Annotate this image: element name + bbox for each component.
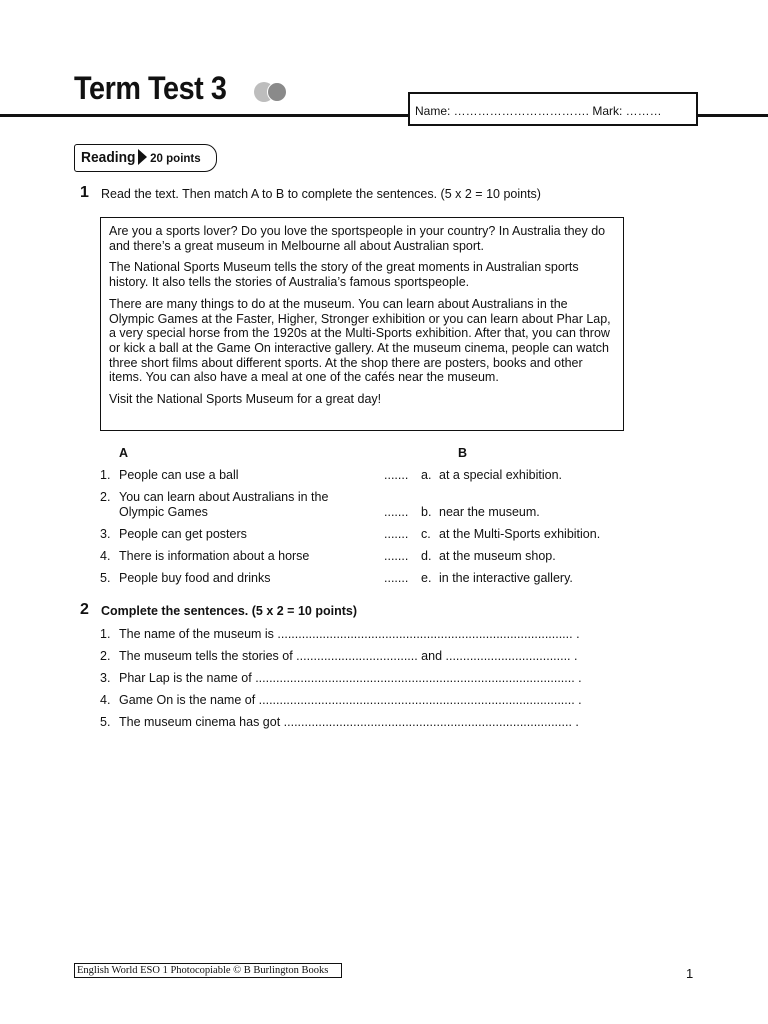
- row-a-text: People can use a ball: [119, 468, 239, 482]
- row-letter: a.: [421, 468, 432, 482]
- section-tab: [74, 144, 217, 172]
- sentence-number: 1.: [100, 627, 111, 641]
- question-2-instruction: Complete the sentences. (5 x 2 = 10 points): [101, 604, 357, 618]
- row-b-text: in the interactive gallery.: [439, 571, 573, 585]
- column-a-heading: A: [119, 446, 129, 460]
- row-a-text: There is information about a horse: [119, 549, 310, 563]
- answer-blank[interactable]: .......: [384, 527, 409, 541]
- row-letter: b.: [421, 504, 432, 519]
- sentence-text: Game On is the name of ........................................................................................... .: [119, 693, 582, 707]
- footer-copyright: English World ESO 1 Photocopiable © B Burlington Books: [74, 963, 342, 978]
- paragraph: Are you a sports lover? Do you love the sportspeople in your country? In Australia they do and there’s a great museum in Melbourne all about Australian sport.: [109, 224, 606, 253]
- answer-blank[interactable]: .......: [384, 549, 409, 563]
- sentence-number: 2.: [100, 649, 111, 663]
- column-b-heading: B: [458, 446, 468, 460]
- section-points: 20 points: [150, 153, 201, 165]
- row-number: 2.: [100, 490, 111, 504]
- dot-dark: [267, 82, 287, 102]
- paragraph: Visit the National Sports Museum for a great day!: [109, 392, 382, 407]
- question-1-instruction: Read the text. Then match A to B to complete the sentences. (5 x 2 = 10 points): [101, 187, 541, 201]
- row-number: 1.: [100, 468, 111, 482]
- row-letter: d.: [421, 549, 432, 563]
- row-number: 4.: [100, 549, 111, 563]
- row-number: 3.: [100, 527, 111, 541]
- answer-blank[interactable]: .......: [384, 468, 409, 482]
- row-a-text: People buy food and drinks: [119, 571, 271, 585]
- row-number: 5.: [100, 571, 111, 585]
- sentence-number: 5.: [100, 715, 111, 729]
- sentence-number: 3.: [100, 671, 111, 685]
- row-b-text: near the museum.: [439, 504, 540, 519]
- sentence-number: 4.: [100, 693, 111, 707]
- header-rule-right: [698, 114, 768, 117]
- paragraph: There are many things to do at the museum. You can learn about Australians in the Olympic Games at the Faster, Higher, Stronger exhibition or you can learn about Phar Lap, a very special horse from the 1920s at the Multi-Sports exhibition. After that, you can throw or kick a ball at the Game On interactive gallery. At the museum cinema, people can watch three short films about different sports. At the shop there are posters, books and other items. You can also have a meal at one of the cafés near the museum.: [109, 296, 611, 385]
- row-letter: e.: [421, 571, 432, 585]
- row-b-text: at the museum shop.: [439, 549, 556, 563]
- section-name: Reading: [81, 149, 136, 166]
- row-a-text: People can get posters: [119, 527, 247, 541]
- page-title: Term Test 3: [74, 70, 227, 106]
- row-b-text: at the Multi-Sports exhibition.: [439, 527, 601, 541]
- row-a-text: You can learn about Australians in the Olympic Games: [119, 490, 329, 519]
- row-b-text: at a special exhibition.: [439, 468, 562, 482]
- answer-blank[interactable]: .......: [384, 504, 409, 519]
- name-mark-box[interactable]: Name: ……………………………. Mark: ………: [408, 92, 698, 126]
- sentence-text: Phar Lap is the name of ............................................................................................ .: [119, 671, 582, 685]
- sentence-text: The museum cinema has got ................................................................................... .: [119, 715, 579, 729]
- reading-text-box: [100, 217, 624, 431]
- sentence-text: The name of the museum is ..................................................................................... .: [119, 627, 580, 641]
- header-rule-left: [0, 114, 410, 117]
- paragraph: The National Sports Museum tells the story of the great moments in Australian sports history. It also tells the stories of Australia’s famous sportspeople.: [109, 260, 579, 290]
- answer-blank[interactable]: .......: [384, 571, 409, 585]
- arrow-right-icon: [138, 149, 147, 165]
- question-1-number: 1: [80, 184, 89, 201]
- row-letter: c.: [421, 527, 431, 541]
- page-number: 1: [686, 966, 694, 981]
- question-2-number: 2: [80, 601, 89, 618]
- decorative-dots-icon: [254, 80, 290, 104]
- sentence-text: The museum tells the stories of ................................... and .................................... .: [119, 649, 578, 663]
